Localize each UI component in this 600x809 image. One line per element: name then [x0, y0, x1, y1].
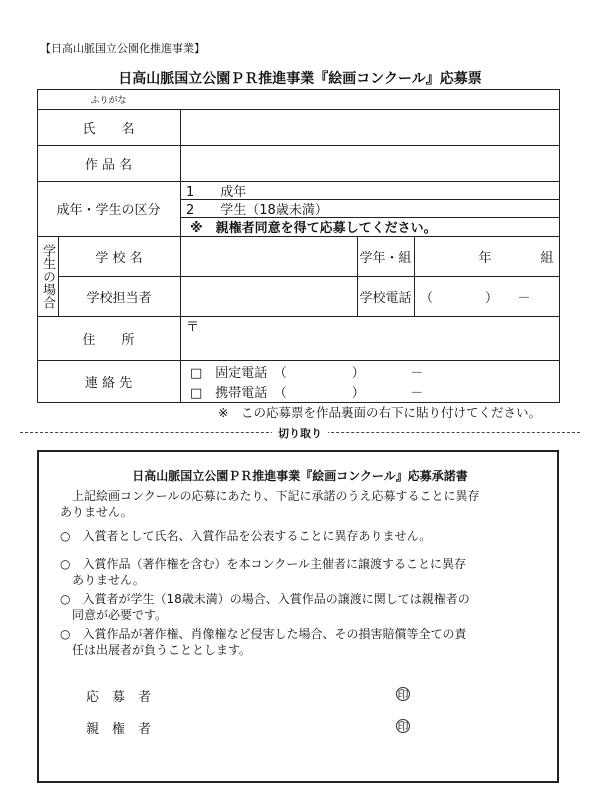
- agreement-item-3: [60, 591, 470, 623]
- school-teacher-label: 学校担当者: [86, 290, 152, 306]
- applicant-seal-icon[interactable]: 印: [397, 688, 409, 701]
- landline-field[interactable]: □ 固定電話 （ ） －: [190, 365, 424, 381]
- agreement-item-2-line1: ○ 入賞作品（著作権を含む）を本コンクール主催者に譲渡することに異存: [60, 557, 466, 571]
- guardian-consent-note: ※ 親権者同意を得て応募してください。: [190, 221, 437, 236]
- grade-unit: 年: [478, 250, 492, 266]
- category-option-adult[interactable]: 1 成年: [186, 184, 247, 200]
- agreement-item-1: ○ 入賞者として氏名、入賞作品を公表することに異存ありません。: [60, 529, 432, 543]
- category-label: 成年・学生の区分: [56, 203, 161, 218]
- agreement-intro: [60, 488, 480, 520]
- postal-mark: 〒: [186, 319, 200, 335]
- header-tag: 【日高山脈国立公園化推進事業】: [40, 42, 205, 55]
- guardian-label: 親 権 者: [86, 722, 152, 737]
- school-teacher-field[interactable]: [180, 276, 357, 316]
- agreement-item-2-line2: ありません。: [72, 573, 145, 587]
- work-title-label: 作 品 名: [84, 157, 133, 173]
- cut-label: 切り取り: [0, 425, 600, 441]
- category-option-student[interactable]: 2 学生（18歳未満）: [186, 202, 328, 218]
- class-unit: 組: [540, 250, 554, 266]
- agreement-item-2: [60, 556, 466, 588]
- applicant-label: 応 募 者: [86, 690, 152, 705]
- student-group-label: 学生の場合: [40, 243, 55, 309]
- school-name-label: 学 校 名: [95, 250, 143, 266]
- agreement-item-3-line1: ○ 入賞者が学生（18歳未満）の場合、入賞作品の譲渡に関しては親権者の: [60, 592, 470, 606]
- agreement-item-4-line1: ○ 入賞作品が著作権、肖像権など侵害した場合、その損害賠償等全ての責: [60, 627, 467, 641]
- work-title-field[interactable]: [180, 145, 559, 181]
- furigana-field[interactable]: [180, 89, 559, 109]
- agreement-item-3-line2: 同意が必要です。: [72, 608, 168, 622]
- mobile-field[interactable]: □ 携帯電話 （ ） －: [190, 385, 424, 401]
- school-name-field[interactable]: [180, 236, 357, 276]
- agreement-intro-line2: ありません。: [60, 505, 133, 519]
- grade-class-label: 学年・組: [359, 250, 412, 266]
- agreement-item-4-line2: 任は出展者が負うこととします。: [72, 643, 252, 657]
- name-label: 氏 名: [82, 121, 135, 137]
- school-phone-label: 学校電話: [359, 290, 412, 306]
- furigana-label: ふりがな: [90, 95, 127, 106]
- name-field[interactable]: [180, 109, 559, 145]
- paste-note: ※ この応募票を作品裏面の右下に貼り付けてください。: [218, 405, 541, 420]
- address-label: 住 所: [82, 332, 135, 348]
- guardian-seal-icon[interactable]: 印: [397, 720, 409, 733]
- agreement-intro-line1: 上記絵画コンクールの応募にあたり、下記に承諾のうえ応募することに異存: [72, 489, 480, 503]
- agreement-item-4: [60, 626, 466, 658]
- form-title: 日高山脈国立公園ＰＲ推進事業『絵画コンクール』応募票: [118, 71, 482, 87]
- agreement-title: 日高山脈国立公園ＰＲ推進事業『絵画コンクール』応募承諾書: [132, 469, 468, 483]
- contact-label: 連 絡 先: [84, 375, 133, 391]
- school-phone-field[interactable]: （ ） －: [420, 290, 531, 306]
